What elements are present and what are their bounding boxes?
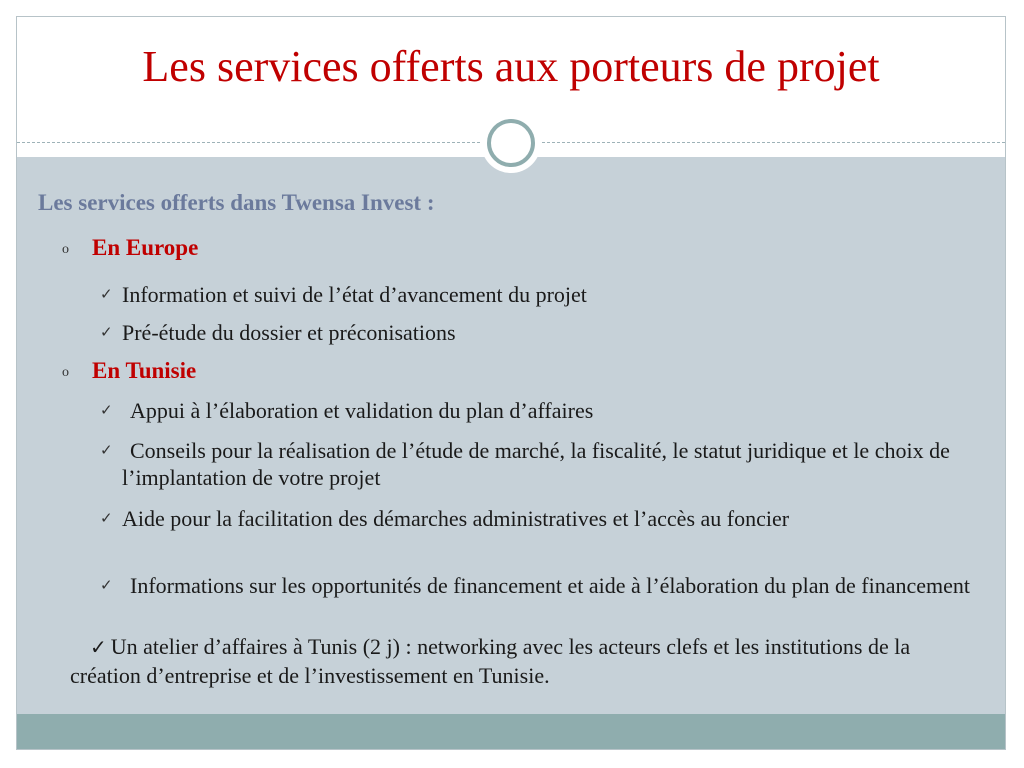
section-heading-europe — [62, 235, 198, 261]
checkmark-icon: ✓ — [100, 325, 113, 341]
section-heading-label: En Tunisie — [92, 358, 197, 383]
list-item — [100, 505, 992, 532]
checkmark-icon: ✓ — [100, 511, 113, 527]
list-item-text: Pré-étude du dossier et préconisations — [122, 320, 456, 345]
final-list-item — [70, 633, 980, 689]
list-item — [100, 319, 992, 346]
footer-band — [17, 714, 1005, 749]
section-heading-label: En Europe — [92, 235, 199, 260]
list-item-text: Conseils pour la réalisation de l’étude de marché, la fiscalité, le statut juridique et le choix de l’implantation de votre projet — [122, 438, 950, 490]
final-list-item-text: Un atelier d’affaires à Tunis (2 j) : networking avec les acteurs clefs et les institutions de la création d’entreprise et de l’investissement en Tunisie. — [70, 634, 911, 688]
section-heading-tunisie — [62, 358, 196, 384]
list-item-text: Informations sur les opportunités de financement et aide à l’élaboration du plan de financement — [130, 573, 970, 598]
checkmark-icon: ✓ — [90, 637, 107, 659]
list-item-text: Information et suivi de l’état d’avancement du projet — [122, 282, 587, 307]
slide-title: Les services offerts aux porteurs de projet — [142, 42, 880, 91]
list-item-text: Aide pour la facilitation des démarches administratives et l’accès au foncier — [122, 506, 790, 531]
circle-bullet-icon: o — [62, 364, 69, 380]
circle-bullet-icon: o — [62, 241, 69, 257]
list-item-text: Appui à l’élaboration et validation du plan d’affaires — [130, 398, 594, 423]
checkmark-icon: ✓ — [100, 578, 113, 594]
list-item — [100, 281, 992, 308]
list-item — [100, 397, 992, 424]
checkmark-icon: ✓ — [100, 443, 113, 459]
list-item — [100, 437, 992, 491]
content-subtitle: Les services offerts dans Twensa Invest : — [38, 190, 435, 215]
checkmark-icon: ✓ — [100, 287, 113, 303]
circle-ornament-icon — [487, 119, 535, 167]
list-item — [100, 572, 992, 599]
checkmark-icon: ✓ — [100, 403, 113, 419]
